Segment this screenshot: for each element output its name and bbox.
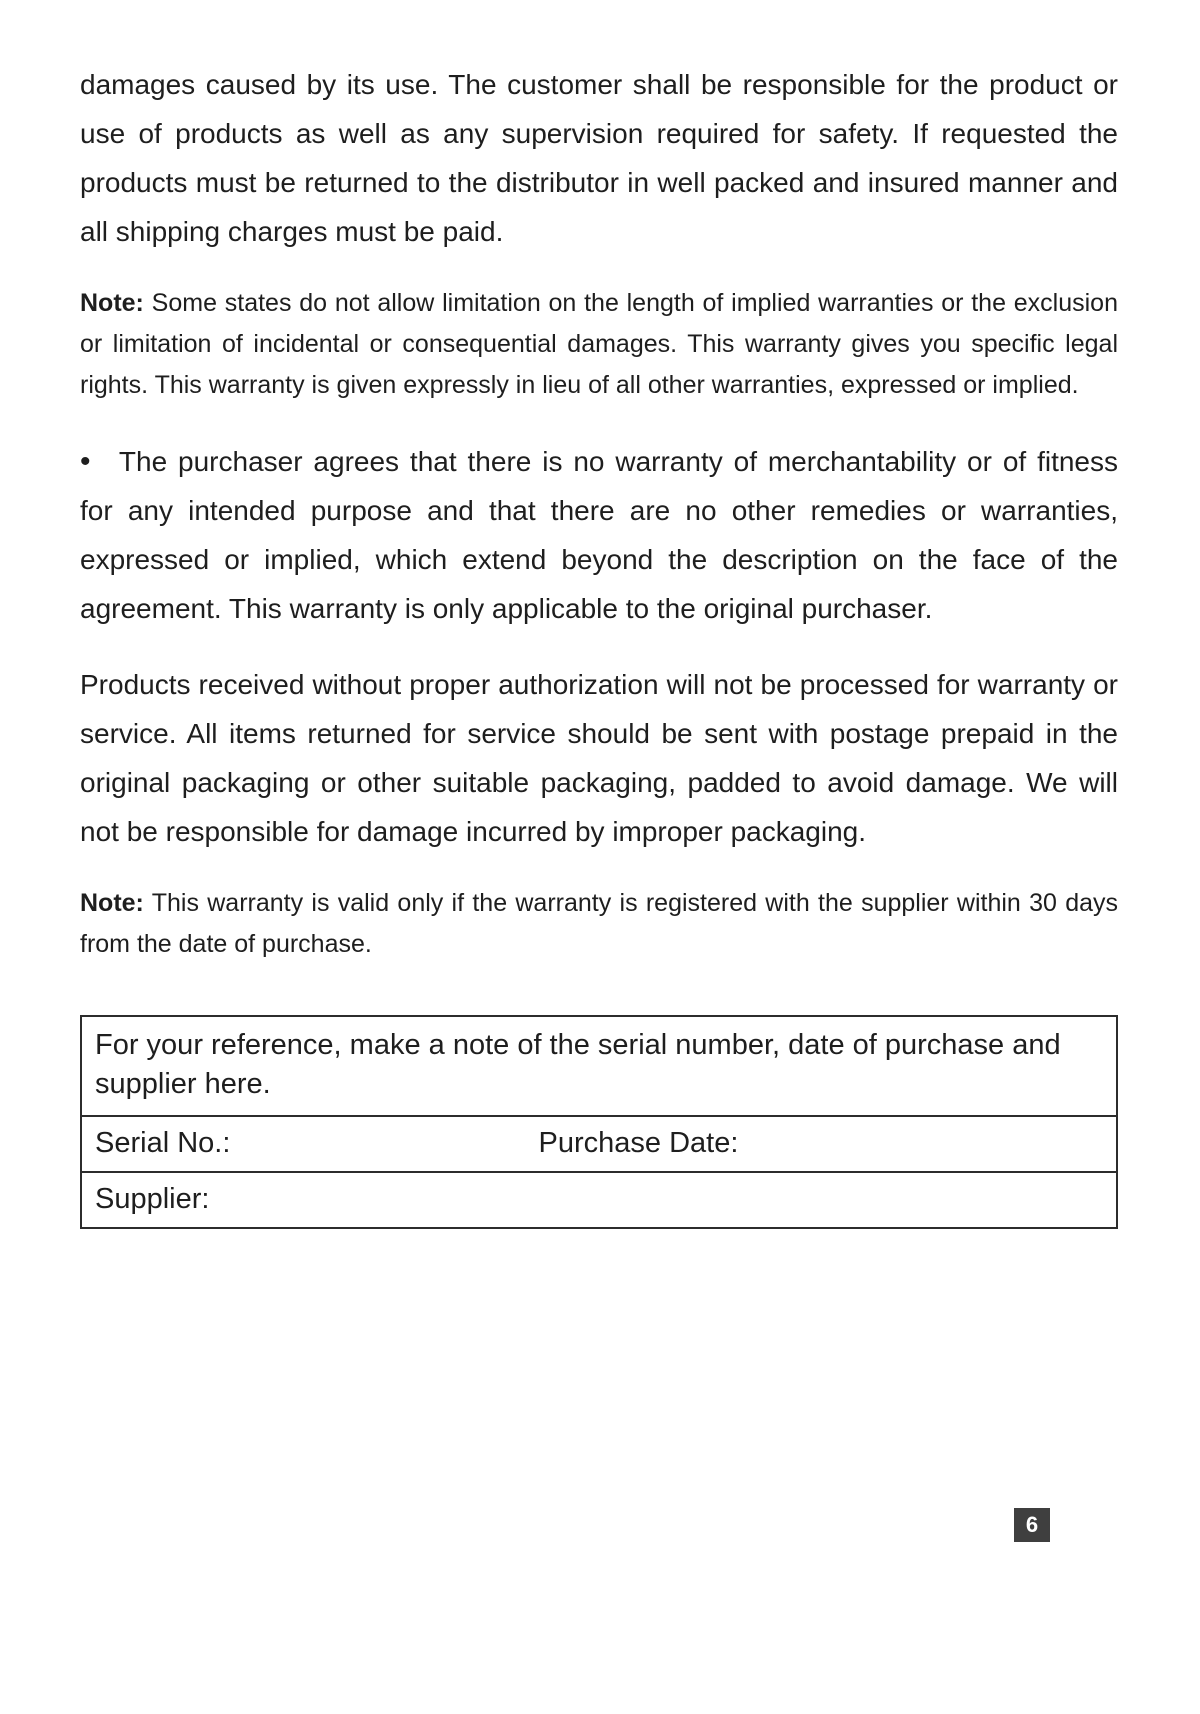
page-number-badge	[1014, 1508, 1050, 1542]
bullet-icon: •	[80, 445, 91, 478]
page-number: 6	[1025, 1512, 1039, 1537]
note-1-text: Some states do not allow limitation on the length of implied warranties or the exclusion or limitation of incidental or consequential damages. This warranty gives you specific legal rights. This warranty is given expressly in lieu of all other warranties, expressed or implied.	[80, 289, 1118, 399]
warranty-paragraph-2	[80, 660, 1118, 856]
warranty-note-1	[80, 283, 1118, 406]
warranty-bullet-paragraph	[80, 437, 1118, 633]
warranty-note-2	[80, 883, 1118, 965]
purchase-date-label: Purchase Date:	[538, 1127, 739, 1159]
note-2-text: This warranty is valid only if the warranty is registered with the supplier within 30 days from the date of purchase.	[80, 889, 1118, 958]
warranty-paragraph-2-text: Products received without proper authorization will not be processed for warranty or service. All items returned for service should be sent with postage prepaid in the original packaging or other suitable packaging, padded to avoid damage. We will not be responsible for damage incurred by improper packaging.	[80, 669, 1118, 847]
warranty-paragraph-1-text: damages caused by its use. The customer shall be responsible for the product or use of products as well as any supervision required for safety. If requested the products must be returned to the distributor in well packed and insured manner and all shipping charges must be paid.	[80, 69, 1118, 247]
warranty-paragraph-1	[80, 60, 1118, 256]
supplier-label: Supplier:	[95, 1183, 210, 1215]
table-row	[82, 1171, 1116, 1227]
reference-table-intro: For your reference, make a note of the serial number, date of purchase and supplier here.	[95, 1029, 1061, 1100]
note-1-label: Note:	[80, 289, 144, 317]
table-row	[82, 1115, 1116, 1171]
note-2-label: Note:	[80, 889, 144, 917]
warranty-bullet-text: The purchaser agrees that there is no warranty of merchantability or of fitness for any intended purpose and that there are no other remedies or warranties, expressed or implied, which extend beyond the description on the face of the agreement. This warranty is only applicable to the original purchaser.	[80, 446, 1118, 624]
reference-table	[80, 1015, 1118, 1229]
serial-number-label: Serial No.:	[95, 1127, 231, 1159]
